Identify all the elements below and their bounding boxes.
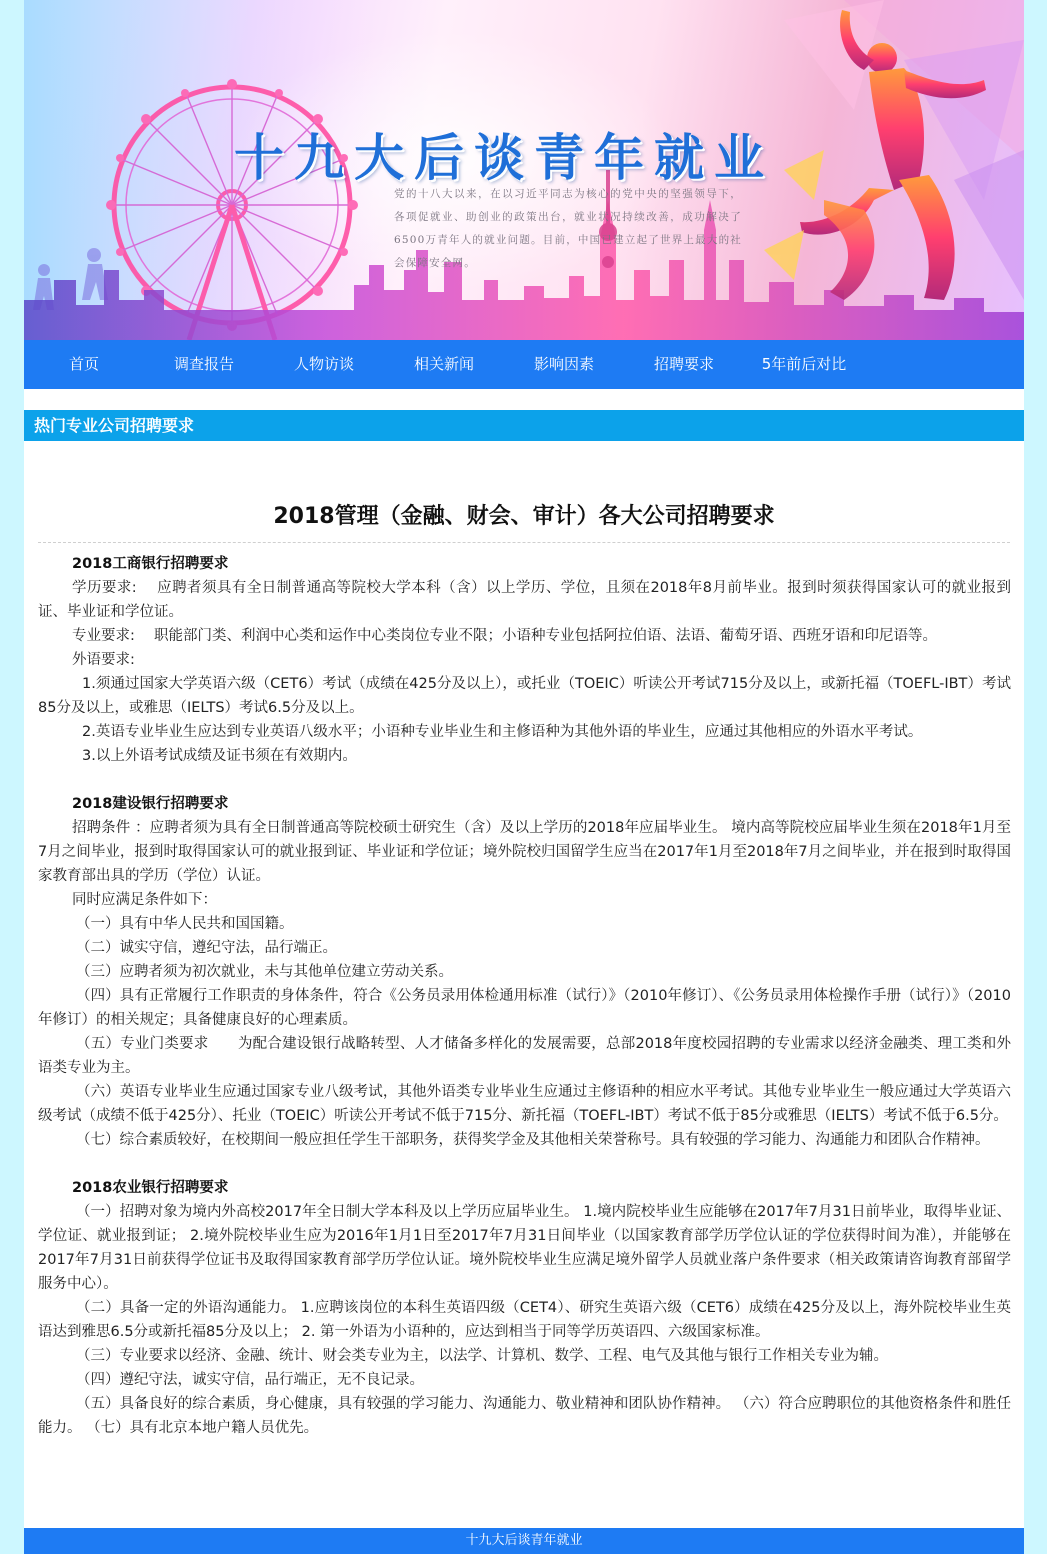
paragraph: （七）综合素质较好，在校期间一般应担任学生干部职务，获得奖学金及其他相关荣誉称号。具有较强的学习能力、沟通能力和团队合作精神。: [76, 1132, 990, 1148]
paragraph: （二）具备一定的外语沟通能力。 1.应聘该岗位的本科生英语四级（CET4）、研究生英语六级（CET6）成绩在425分及以上，海外院校毕业生英语达到雅思6.5分或新托福85分及以上； 2. 第一外语为小语种的，应达到相当于同等学历英语四、六级国家标准。: [38, 1300, 1011, 1340]
icbc-heading: 2018工商银行招聘要求: [72, 556, 229, 572]
paragraph: （四）具有正常履行工作职责的身体条件，符合《公务员录用体检通用标准（试行）》（2010年修订）、《公务员录用体检操作手册（试行）》（2010年修订）的相关规定；具备健康良好的心理素质。: [38, 988, 1011, 1028]
footer: 十九大后谈青年就业: [24, 1528, 1024, 1554]
article-content: [38, 552, 1011, 1440]
paragraph: （四）遵纪守法，诚实守信，品行端正，无不良记录。: [76, 1372, 424, 1388]
paragraph: 外语要求:: [72, 652, 135, 668]
paragraph: （五）具备良好的综合素质，身心健康，具有较强的学习能力、沟通能力、敬业精神和团队协作精神。 （六）符合应聘职位的其他资格条件和胜任能力。 （七）具有北京本地户籍人员优先。: [38, 1396, 1011, 1436]
spacer: [38, 1152, 1011, 1176]
header-banner: [24, 0, 1024, 340]
paragraph: （六）英语专业毕业生应通过国家专业八级考试，其他外语类专业毕业生应通过主修语种的相应水平考试。其他专业毕业生一般应通过大学英语六级考试（成绩不低于425分）、托业（TOEIC）听读公开考试不低于715分、新托福（TOEFL-IBT）考试不低于85分或雅思（IELTS）考试不低于6.5分。: [38, 1084, 1011, 1124]
abc-heading: 2018农业银行招聘要求: [72, 1180, 229, 1196]
nav-related-news[interactable]: 相关新闻: [413, 355, 474, 373]
paragraph: （一）具有中华人民共和国国籍。: [76, 916, 294, 932]
ccb-heading: 2018建设银行招聘要求: [72, 796, 229, 812]
section-header: [24, 410, 1024, 441]
paragraph: （三）专业要求以经济、金融、统计、财会类专业为主，以法学、计算机、数学、工程、电气及其他与银行工作相关专业为辅。: [76, 1348, 888, 1364]
banner-description: 党的十八大以来，在以习近平同志为核心的党中央的坚强领导下，各项促就业、助创业的政策出台，就业状况持续改善，成功解决了6500万青年人的就业问题。目前，中国已建立起了世界上最大的社会保障安全网。: [394, 188, 742, 269]
paragraph: 2.英语专业毕业生应达到专业英语八级水平；小语种专业毕业生和主修语种为其他外语的毕业生，应通过其他相应的外语水平考试。: [82, 724, 923, 740]
banner-title: 十九大后谈青年就业: [234, 129, 774, 187]
paragraph: 专业要求: 职能部门类、利润中心类和运作中心类岗位专业不限；小语种专业包括阿拉伯语、法语、葡萄牙语、西班牙语和印尼语等。: [72, 628, 937, 644]
main-nav: [24, 340, 1024, 389]
nav-home[interactable]: 首页: [68, 355, 99, 373]
paragraph: 同时应满足条件如下：: [72, 892, 217, 908]
paragraph: 学历要求: 应聘者须具有全日制普通高等院校大学本科（含）以上学历、学位，且须在2018年8月前毕业。报到时须获得国家认可的就业报到证、毕业证和学位证。: [38, 580, 1011, 620]
nav-influence-factors[interactable]: 影响因素: [533, 355, 594, 373]
paragraph: （二）诚实守信，遵纪守法，品行端正。: [76, 940, 337, 956]
spacer: [38, 768, 1011, 792]
nav-recruitment-requirements[interactable]: 招聘要求: [653, 355, 714, 373]
paragraph: （三）应聘者须为初次就业，未与其他单位建立劳动关系。: [76, 964, 453, 980]
article-title: 2018管理（金融、财会、审计）各大公司招聘要求: [273, 504, 775, 529]
paragraph: 1.须通过国家大学英语六级（CET6）考试（成绩在425分及以上），或托业（TOEIC）听读公开考试715分及以上，或新托福（TOEFL-IBT）考试85分及以上，或雅思（IELTS）考试6.5分及以上。: [38, 676, 1011, 716]
paragraph: 3.以上外语考试成绩及证书须在有效期内。: [82, 748, 357, 764]
nav-survey-report[interactable]: 调查报告: [173, 355, 234, 373]
title-divider: [38, 542, 1010, 543]
paragraph: （五）专业门类要求 为配合建设银行战略转型、人才储备多样化的发展需要，总部2018年度校园招聘的专业需求以经济金融类、理工类和外语类专业为主。: [38, 1036, 1011, 1076]
section-title: 热门专业公司招聘要求: [34, 416, 195, 435]
nav-five-year-comparison[interactable]: 5年前后对比: [761, 355, 847, 373]
page: [24, 0, 1024, 1554]
paragraph: 招聘条件 ：应聘者须为具有全日制普通高等院校硕士研究生（含）及以上学历的2018年应届毕业生。 境内高等院校应届毕业生须在2018年1月至7月之间毕业，报到时取得国家认可的就业报到证、毕业证和学位证；境外院校归国留学生应当在2017年1月至2018年7月之间毕业，并在报到时取得国家教育部出具的学历（学位）认证。: [38, 820, 1011, 884]
nav-interviews[interactable]: 人物访谈: [293, 355, 354, 373]
paragraph: （一）招聘对象为境内外高校2017年全日制大学本科及以上学历应届毕业生。 1.境内院校毕业生应能够在2017年7月31日前毕业，取得毕业证、学位证、就业报到证； 2.境外院校毕业生应为2016年1月1日至2017年7月31日间毕业（以国家教育部学历学位认证的学位获得时间为准），并能够在2017年7月31日前获得学位证书及取得国家教育部学历学位认证。境外院校毕业生应满足境外留学人员就业落户条件要求（相关政策请咨询教育部留学服务中心）。: [38, 1204, 1011, 1292]
